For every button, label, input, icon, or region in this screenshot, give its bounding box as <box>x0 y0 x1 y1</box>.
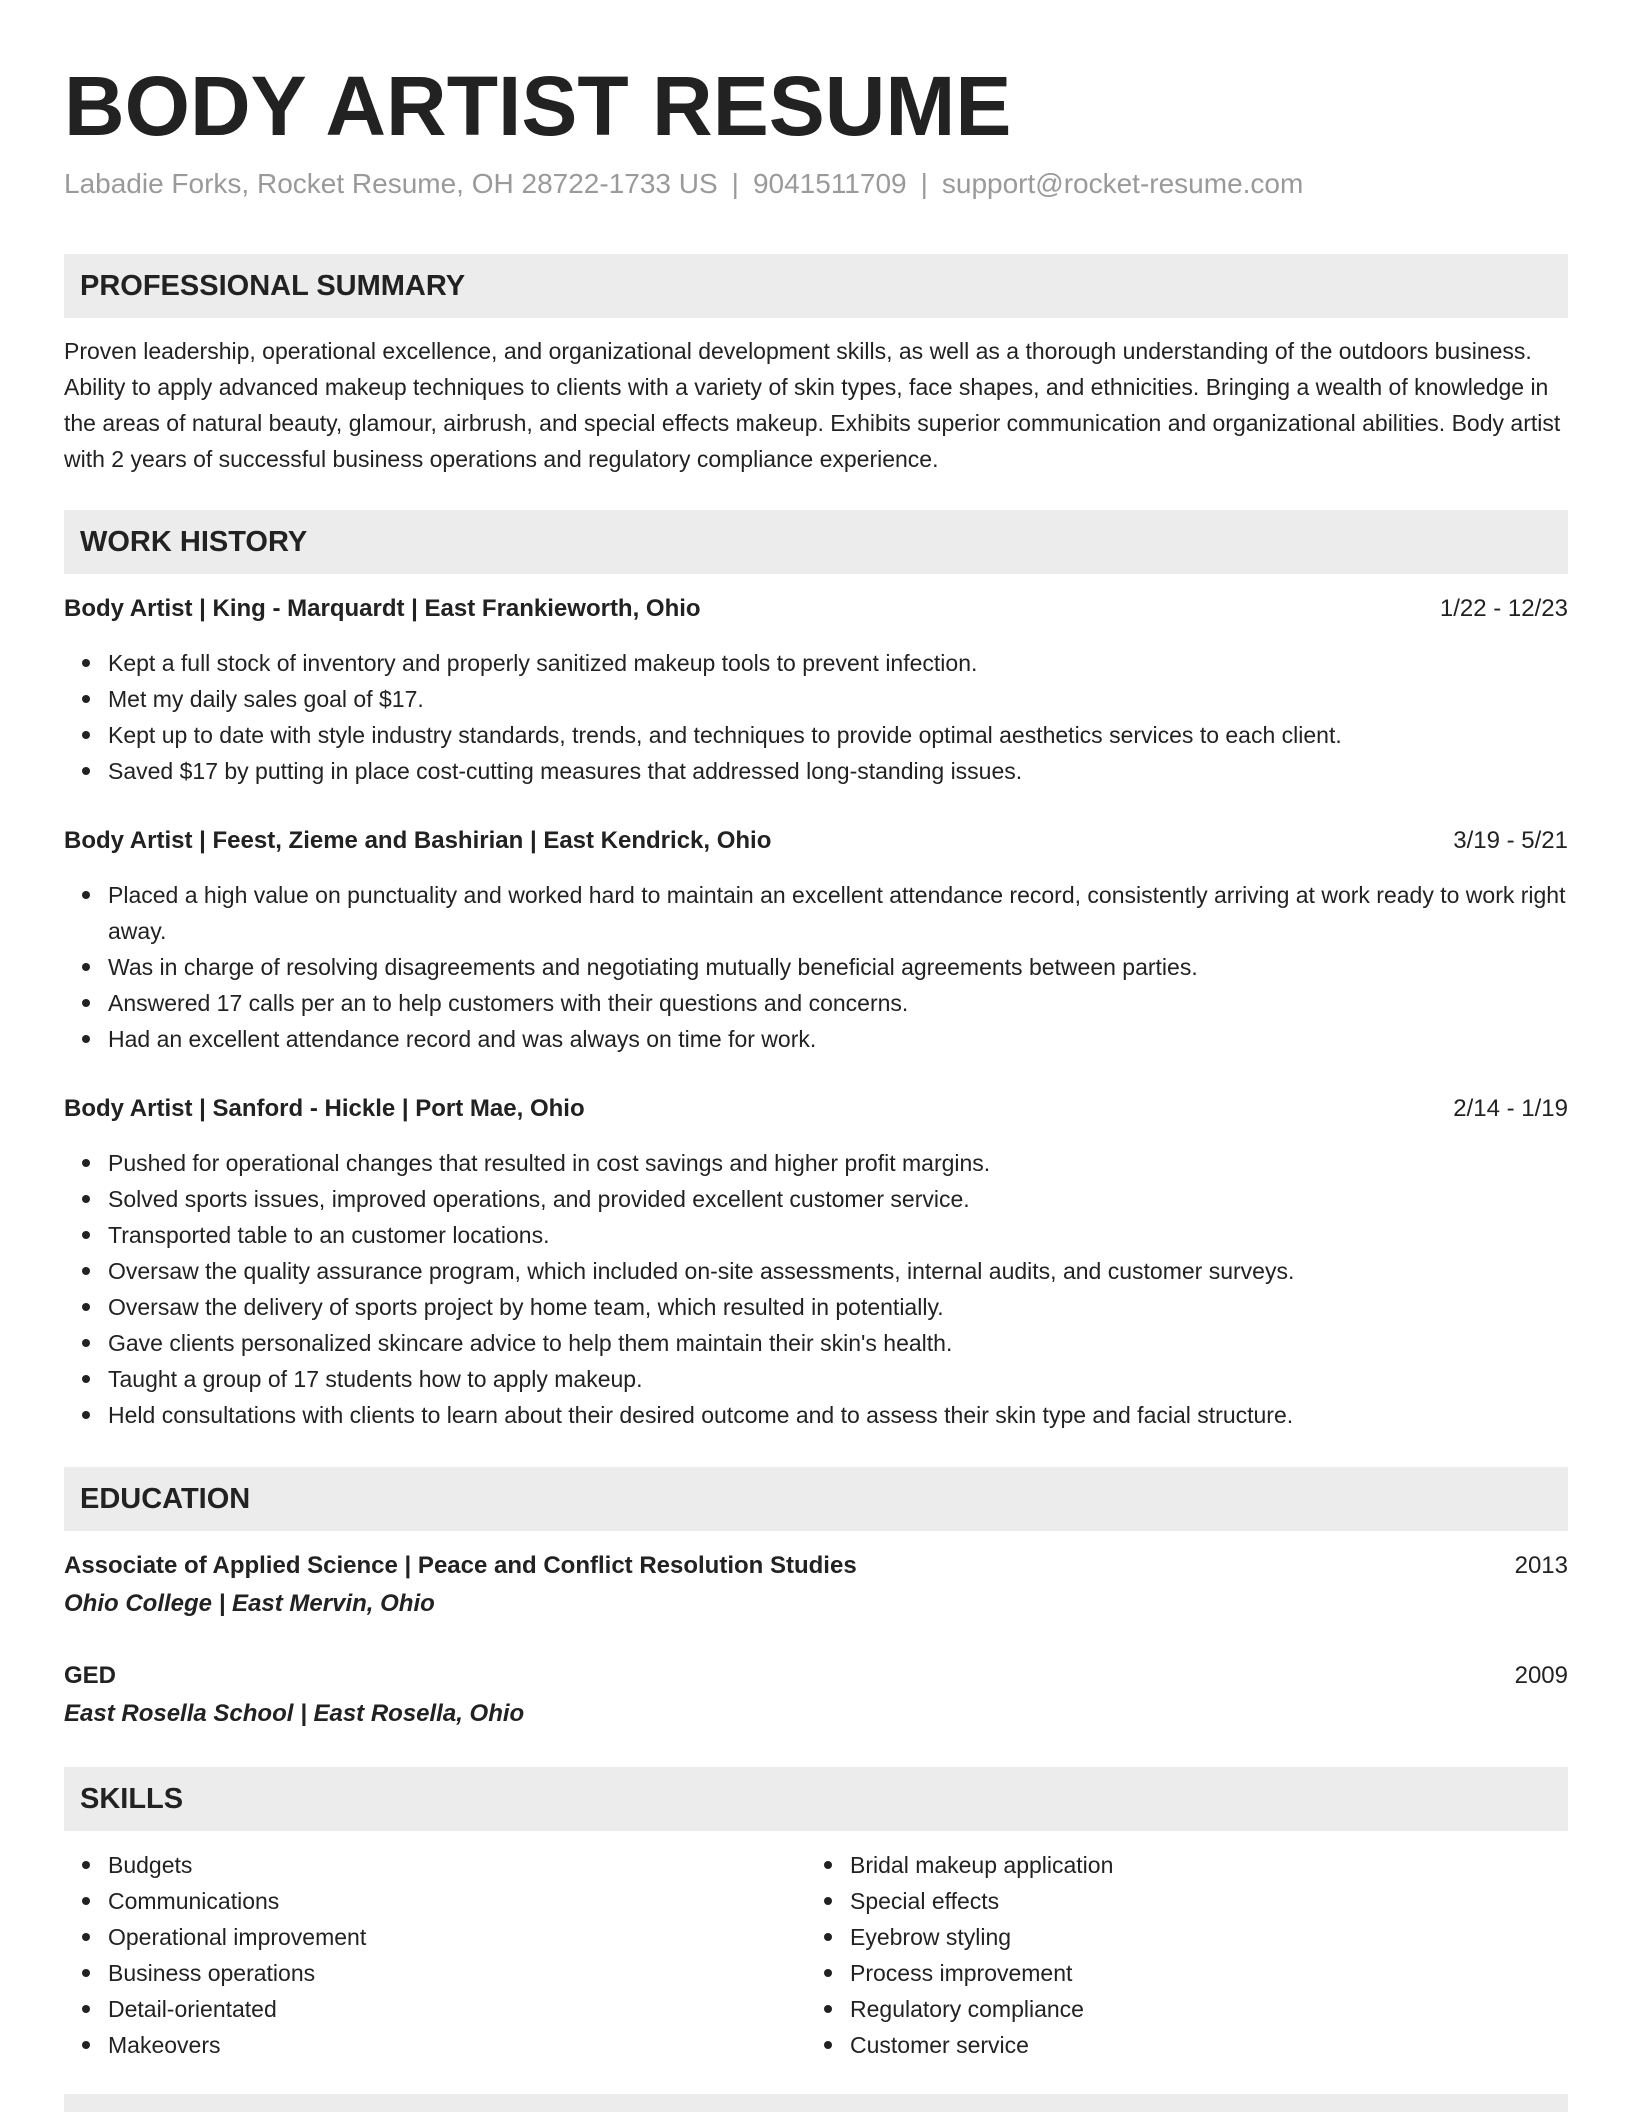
skill-item: Customer service <box>850 2027 1506 2063</box>
list-item: Placed a high value on punctuality and worked hard to maintain an excellent attendance record, consistently arriving at work ready to work right away. <box>108 877 1568 949</box>
job-header <box>64 591 1568 627</box>
job-header <box>64 1091 1568 1127</box>
list-item: Met my daily sales goal of $17. <box>108 681 1568 717</box>
section-title: WORK HISTORY <box>80 526 308 558</box>
skill-item: Business operations <box>108 1955 764 1991</box>
summary-text: Proven leadership, operational excellence, and organizational development skills, as well as a thorough understanding of the outdoors business. Ability to apply advanced makeup techniques to clients with a variety of skin types, face shapes, and ethnicities. Bringing a wealth of knowledge in the areas of natural beauty, glamour, airbrush, and special effects makeup. Exhibits superior communication and organizational abilities. Body artist with 2 years of successful business operations and regulatory compliance experience. <box>64 338 1561 472</box>
education-degree: GED <box>64 1662 117 1689</box>
list-item: Solved sports issues, improved operations, and provided excellent customer service. <box>108 1181 1568 1217</box>
section-work-header <box>64 510 1568 574</box>
education-header <box>64 1658 1568 1694</box>
job-title: Body Artist | Feest, Zieme and Bashirian | East Kendrick, Ohio <box>64 827 772 854</box>
section-title: SKILLS <box>80 1783 184 1815</box>
job-header <box>64 823 1568 859</box>
list-item: Saved $17 by putting in place cost-cutting measures that addressed long-standing issues. <box>108 753 1568 789</box>
skills-list-right <box>806 1847 1506 2063</box>
list-item: Kept a full stock of inventory and properly sanitized makeup tools to prevent infection. <box>108 645 1568 681</box>
list-item: Answered 17 calls per an to help customers with their questions and concerns. <box>108 985 1568 1021</box>
contact-phone: 9041511709 <box>752 168 907 199</box>
section-title: EDUCATION <box>80 1483 251 1515</box>
skill-item: Bridal makeup application <box>850 1847 1506 1883</box>
contact-email: support@rocket-resume.com <box>941 168 1304 199</box>
education-school: Ohio College | East Mervin, Ohio <box>64 1590 435 1617</box>
education-degree: Associate of Applied Science | Peace and Conflict Resolution Studies <box>64 1552 857 1579</box>
contact-line <box>64 166 1303 202</box>
list-item: Oversaw the delivery of sports project by home team, which resulted in potentially. <box>108 1289 1568 1325</box>
education-school: East Rosella School | East Rosella, Ohio <box>64 1700 525 1727</box>
list-item: Had an excellent attendance record and was always on time for work. <box>108 1021 1568 1057</box>
job-bullets <box>64 1145 1568 1433</box>
skill-item: Detail-orientated <box>108 1991 764 2027</box>
skill-item: Eyebrow styling <box>850 1919 1506 1955</box>
skill-item: Budgets <box>108 1847 764 1883</box>
job-bullets <box>64 877 1568 1057</box>
list-item: Pushed for operational changes that resulted in cost savings and higher profit margins. <box>108 1145 1568 1181</box>
resume-title: BODY ARTIST RESUME <box>64 59 1012 153</box>
job-title: Body Artist | Sanford - Hickle | Port Mae, Ohio <box>64 1095 585 1122</box>
section-summary-header <box>64 254 1568 318</box>
section-title: PROFESSIONAL SUMMARY <box>80 270 466 302</box>
list-item: Was in charge of resolving disagreements and negotiating mutually beneficial agreements between parties. <box>108 949 1568 985</box>
job-dates: 1/22 - 12/23 <box>1439 595 1568 622</box>
contact-address: Labadie Forks, Rocket Resume, OH 28722-1733 US <box>64 168 718 199</box>
skill-item: Regulatory compliance <box>850 1991 1506 2027</box>
skill-item: Process improvement <box>850 1955 1506 1991</box>
job-title: Body Artist | King - Marquardt | East Frankieworth, Ohio <box>64 595 701 622</box>
contact-separator: | <box>731 168 739 199</box>
skill-item: Operational improvement <box>108 1919 764 1955</box>
list-item: Held consultations with clients to learn about their desired outcome and to assess their skin type and facial structure. <box>108 1397 1568 1433</box>
education-header <box>64 1548 1568 1584</box>
section-skills-header <box>64 1767 1568 1831</box>
skill-item: Communications <box>108 1883 764 1919</box>
list-item: Transported table to an customer locations. <box>108 1217 1568 1253</box>
list-item: Gave clients personalized skincare advice to help them maintain their skin's health. <box>108 1325 1568 1361</box>
section-education-header <box>64 1467 1568 1531</box>
job-bullets <box>64 645 1568 789</box>
skill-item: Special effects <box>850 1883 1506 1919</box>
job-dates: 3/19 - 5/21 <box>1453 827 1568 854</box>
list-item: Kept up to date with style industry standards, trends, and techniques to provide optimal aesthetics services to each client. <box>108 717 1568 753</box>
education-year: 2013 <box>1514 1552 1568 1579</box>
contact-separator: | <box>920 168 928 199</box>
skills-list-left <box>64 1847 764 2063</box>
list-item: Taught a group of 17 students how to apply makeup. <box>108 1361 1568 1397</box>
skill-item: Makeovers <box>108 2027 764 2063</box>
section-next-header <box>64 2094 1568 2112</box>
job-dates: 2/14 - 1/19 <box>1453 1095 1568 1122</box>
education-year: 2009 <box>1514 1662 1568 1689</box>
list-item: Oversaw the quality assurance program, which included on-site assessments, internal audits, and customer surveys. <box>108 1253 1568 1289</box>
